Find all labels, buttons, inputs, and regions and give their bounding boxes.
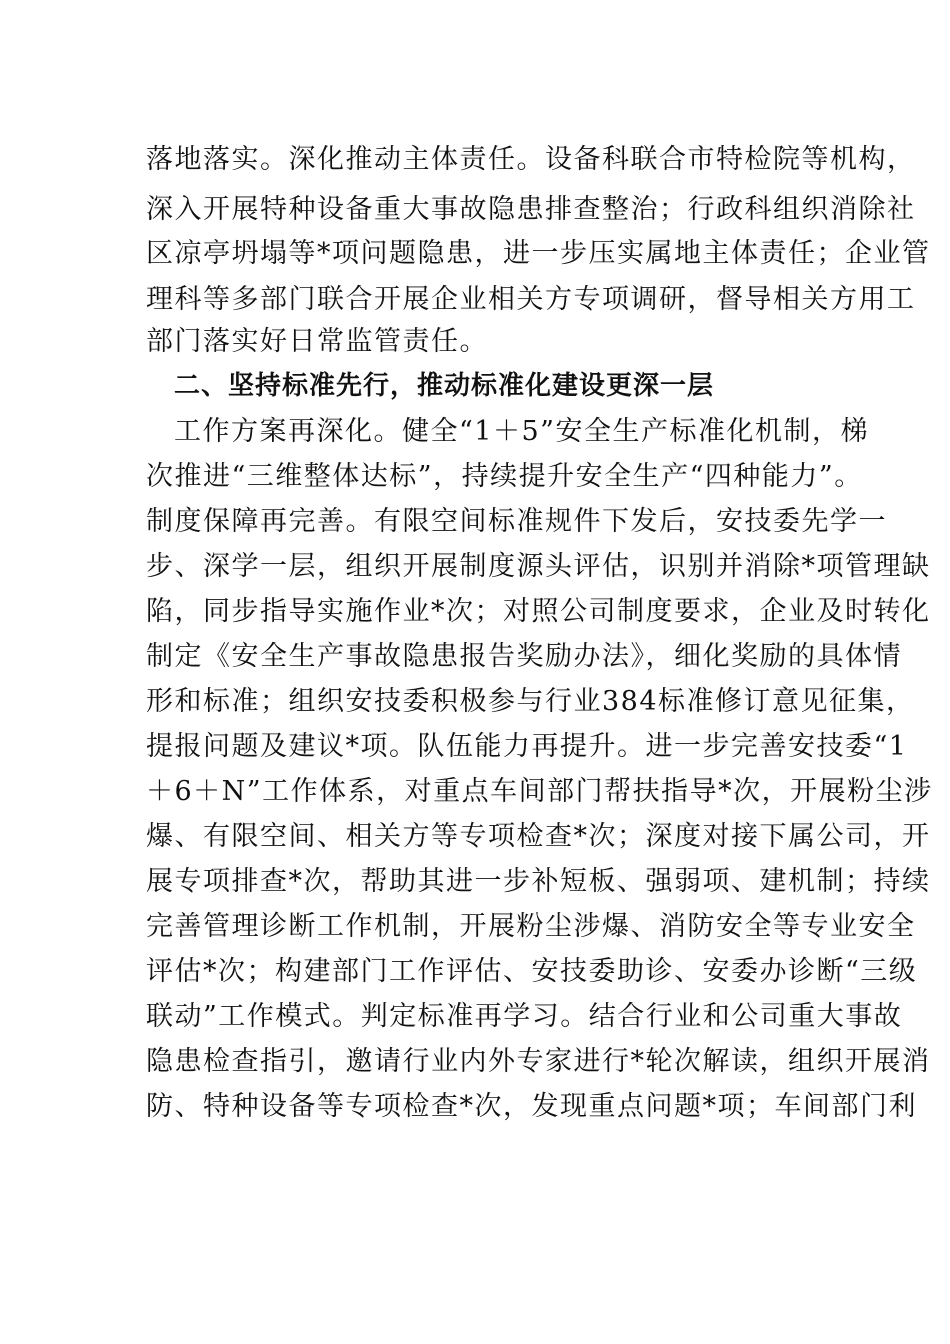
- paragraph-line: 落地落实。深化推动主体责任。设备科联合市特检院等机构，: [146, 144, 916, 175]
- paragraph-line: 防、特种设备等专项检查*次，发现重点问题*项；车间部门利: [146, 1091, 917, 1122]
- paragraph-line: ＋6＋N”工作体系，对重点车间部门帮扶指导*次，开展粉尘涉: [146, 776, 933, 807]
- paragraph-line: 深入开展特种设备重大事故隐患排查整治；行政科组织消除社: [146, 194, 916, 225]
- paragraph-line: 工作方案再深化。健全“1＋5”安全生产标准化机制，梯: [174, 416, 869, 447]
- paragraph-line: 步、深学一层，组织开展制度源头评估，识别并消除*项管理缺: [146, 551, 931, 582]
- paragraph-line: 陷，同步指导实施作业*次；对照公司制度要求，企业及时转化: [146, 596, 931, 627]
- paragraph-line: 制定《安全生产事故隐患报告奖励办法》，细化奖励的具体情: [146, 641, 902, 672]
- paragraph-line: 理科等多部门联合开展企业相关方专项调研，督导相关方用工: [146, 284, 916, 315]
- paragraph-line: 提报问题及建议*项。队伍能力再提升。进一步完善安技委“1: [146, 731, 908, 762]
- paragraph-line: 次推进“三维整体达标”，持续提升安全生产“四种能力”。: [146, 461, 863, 492]
- paragraph-line: 形和标准；组织安技委积极参与行业384标准修订意见征集，: [146, 686, 915, 717]
- paragraph-line: 隐患检查指引，邀请行业内外专家进行*轮次解读，组织开展消: [146, 1046, 931, 1077]
- paragraph-line: 评估*次；构建部门工作评估、安技委助诊、安委办诊断“三级: [146, 956, 918, 987]
- paragraph-line: 爆、有限空间、相关方等专项检查*次；深度对接下属公司，开: [146, 821, 931, 852]
- paragraph-line: 完善管理诊断工作机制，开展粉尘涉爆、消防安全等专业安全: [146, 911, 916, 942]
- paragraph-line: 展专项排查*次，帮助其进一步补短板、强弱项、建机制；持续: [146, 866, 931, 897]
- section-heading: 二、坚持标准先行，推动标准化建设更深一层: [174, 371, 715, 401]
- paragraph-line: 区凉亭坍塌等*项问题隐患，进一步压实属地主体责任；企业管: [146, 238, 931, 269]
- paragraph-line: 制度保障再完善。有限空间标准规件下发后，安技委先学一: [146, 506, 887, 537]
- paragraph-line: 联动”工作模式。判定标准再学习。结合行业和公司重大事故: [146, 1001, 903, 1032]
- paragraph-line: 部门落实好日常监管责任。: [146, 326, 488, 357]
